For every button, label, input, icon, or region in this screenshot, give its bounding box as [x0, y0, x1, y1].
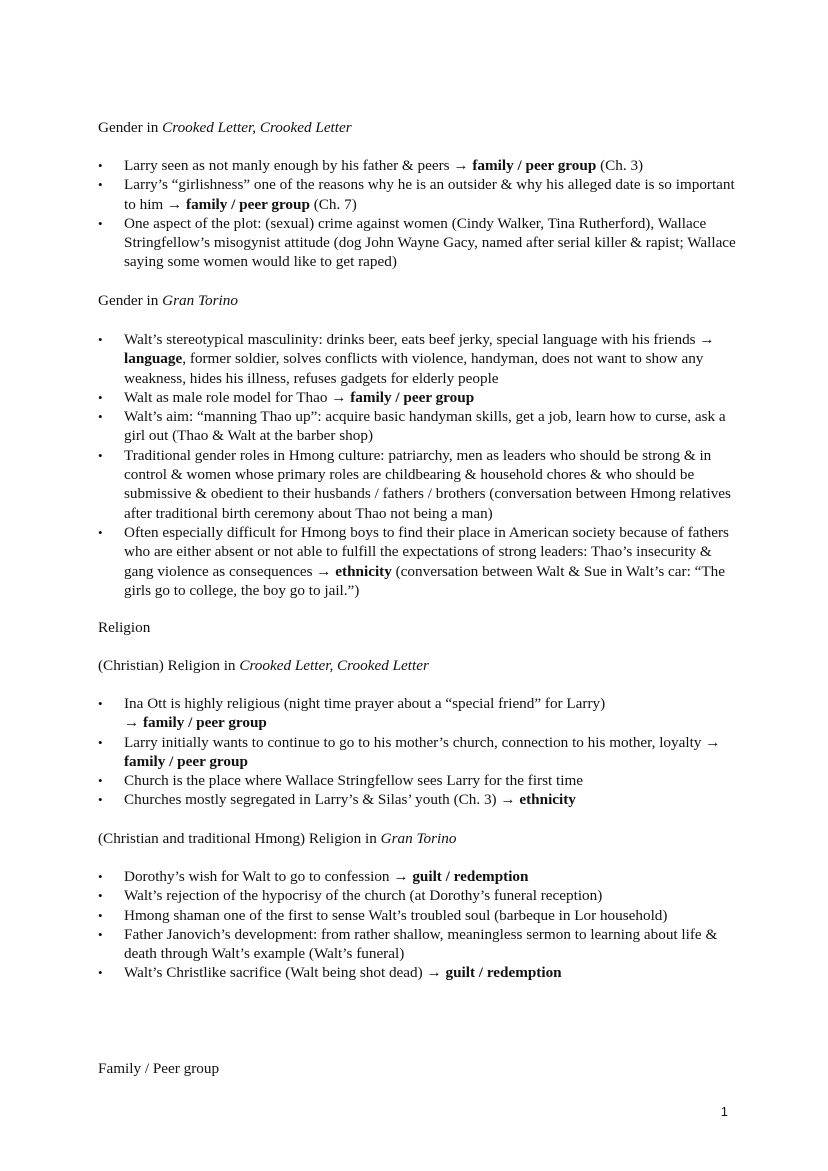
- list-item: [98, 523, 738, 600]
- text-run: (Ch. 7): [309, 195, 357, 213]
- text-run: Often especially difficult for Hmong boys to find their place in American society because of fathers who are either absent or not able to fulfill the expectations of strong leaders: Thao’s insecurity & gang violence as consequences →: [124, 523, 729, 580]
- list-item: [98, 388, 738, 407]
- page-number: 1: [720, 1104, 728, 1119]
- section-heading-gender-gran-torino: [98, 291, 238, 310]
- text-run: Walt’s Christlike sacrifice (Walt being shot dead) →: [124, 964, 446, 982]
- bold-keyword: guilt / redemption: [445, 964, 562, 982]
- list-item: [98, 771, 738, 790]
- list-item: [98, 214, 738, 272]
- list-item: [98, 790, 738, 809]
- text-run: Walt as male role model for Thao →: [124, 388, 351, 406]
- bullet-list-religion-gran-torino: [98, 867, 738, 983]
- text-run: Dorothy’s wish for Walt to go to confession →: [124, 868, 413, 885]
- list-item: [98, 175, 738, 214]
- list-item: [98, 963, 738, 982]
- list-item: [98, 906, 738, 925]
- list-item: [98, 446, 738, 523]
- list-item: [98, 330, 738, 388]
- bullet-list-gender-crooked-letter: [98, 156, 738, 272]
- bullet-list-religion-crooked-letter: [98, 694, 738, 810]
- section-heading-family-peer-group: [98, 1059, 219, 1078]
- italic-title: Gran Torino: [162, 292, 238, 309]
- list-item: [98, 925, 738, 964]
- list-item: [98, 733, 738, 772]
- text-run: Church is the place where Wallace Stringfellow sees Larry for the first time: [124, 772, 584, 790]
- list-item: [98, 886, 738, 905]
- bullet-list-gender-gran-torino: [98, 330, 738, 600]
- list-item: [98, 407, 738, 446]
- bold-keyword: family / peer group: [142, 714, 267, 732]
- italic-title: Crooked Letter, Crooked Letter: [162, 119, 352, 136]
- bold-keyword: family / peer group: [124, 752, 248, 770]
- text-run: Gender in: [98, 292, 163, 309]
- text-run: Larry’s “girlishness” one of the reasons why he is an outsider & why his alleged date is so important to him →: [124, 176, 735, 213]
- italic-title: Gran Torino: [380, 830, 457, 847]
- text-run: (conversation between Walt & Sue in Walt’s car: “The girls go to college, the boy go to jail.”): [124, 562, 725, 599]
- text-run: Churches mostly segregated in Larry’s & Silas’ youth (Ch. 3) →: [124, 791, 520, 809]
- text-run: Hmong shaman one of the first to sense Walt’s troubled soul (barbeque in Lor household): [124, 906, 668, 924]
- text-run: Walt’s aim: “manning Thao up”: acquire basic handyman skills, get a job, learn how to curse, ask a girl out (Thao & Walt at the barber shop): [124, 408, 726, 445]
- list-item: [98, 867, 738, 886]
- section-heading-religion: [98, 618, 150, 637]
- text-run: , former soldier, solves conflicts with violence, handyman, does not want to show any weakness, hides his illness, refuses gadgets for elderly people: [124, 350, 704, 387]
- text-run: Larry initially wants to continue to go to his mother’s church, connection to his mother, loyalty →: [124, 733, 721, 751]
- bold-keyword: ethnicity: [519, 791, 576, 809]
- text-run: One aspect of the plot: (sexual) crime against women (Cindy Walker, Tina Rutherford), Wallace Stringfellow’s misogynist attitude (dog John Wayne Gacy, named after serial killer & rapist; Wallace saying some women would like to get raped): [124, 214, 736, 271]
- text-run: (Christian and traditional Hmong) Religion in: [98, 830, 381, 847]
- list-item: [98, 156, 738, 175]
- text-run: Father Janovich’s development: from rather shallow, meaningless sermon to learning about life & death through Walt’s example (Walt’s funeral): [124, 925, 718, 963]
- text-run: Family / Peer group: [98, 1060, 220, 1077]
- list-item: [98, 694, 738, 733]
- bold-keyword: ethnicity: [335, 562, 392, 580]
- text-run: Ina Ott is highly religious (night time prayer about a “special friend” for Larry): [124, 695, 606, 712]
- italic-title: Crooked Letter, Crooked Letter: [239, 657, 429, 674]
- bold-keyword: guilt / redemption: [412, 868, 529, 885]
- text-run: Gender in: [98, 119, 163, 136]
- text-run: Walt’s stereotypical masculinity: drinks beer, eats beef jerky, special language with his friends →: [124, 331, 715, 348]
- bold-keyword: family / peer group: [186, 195, 310, 213]
- bold-keyword: family / peer group: [472, 157, 597, 174]
- text-run: Walt’s rejection of the hypocrisy of the church (at Dorothy’s funeral reception): [124, 887, 603, 905]
- text-run: Larry seen as not manly enough by his father & peers →: [124, 157, 473, 174]
- bold-keyword: family / peer group: [350, 388, 475, 406]
- text-run: Traditional gender roles in Hmong culture: patriarchy, men as leaders who should be strong & in control & women whose primary roles are childbearing & household chores & who should be submissive & obedient to their husbands / fathers / brothers (conversation between Hmong relatives after traditional birth ceremony about Thao not being a man): [124, 446, 731, 522]
- section-heading-religion-gran-torino: [98, 829, 456, 848]
- text-run: (Ch. 3): [596, 157, 644, 174]
- text-run: →: [124, 714, 143, 732]
- section-heading-religion-crooked-letter: [98, 656, 429, 675]
- text-run: (Christian) Religion in: [98, 657, 240, 674]
- bold-keyword: language: [124, 350, 183, 368]
- section-heading-gender-crooked-letter: [98, 118, 352, 137]
- text-run: Religion: [98, 619, 151, 636]
